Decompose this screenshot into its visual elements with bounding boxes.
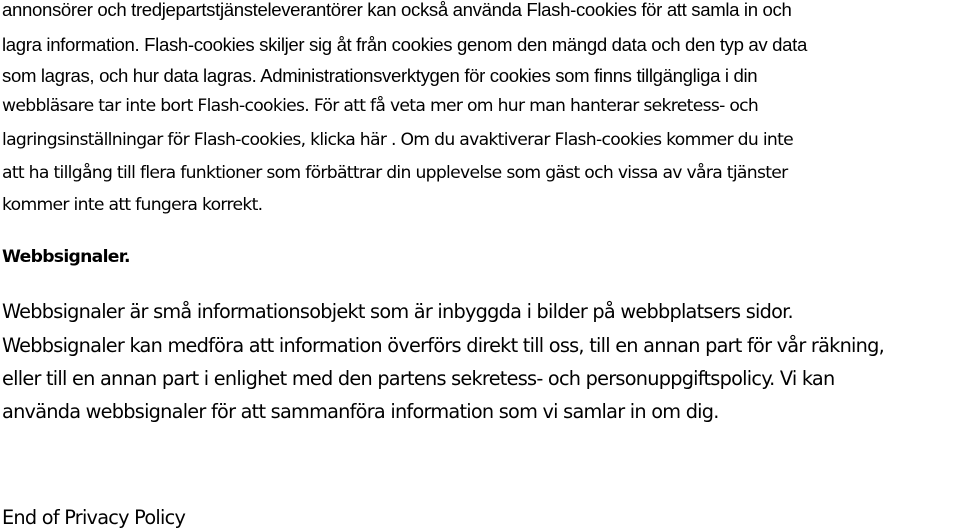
paragraph-line: webbläsare tar inte bort Flash-cookies. För att få veta mer om hur man hanterar sekretess- och [2,96,759,116]
paragraph-line: lagra information. Flash-cookies skiljer sig åt från cookies genom den mängd data och den typ av data [2,34,807,55]
paragraph-line: annonsörer och tredjepartstjänsteleverantörer kan också använda Flash-cookies för att samla in och [2,0,792,20]
footer-text: End of Privacy Policy [2,506,186,529]
section-heading: Webbsignaler. [2,247,130,267]
section-paragraph-line: Webbsignaler kan medföra att information överförs direkt till oss, till en annan part för vår räkning, [2,334,884,357]
paragraph-line: som lagras, och hur data lagras. Administrationsverktygen för cookies som finns tillgängliga i din [2,65,758,86]
section-paragraph-line: Webbsignaler är små informationsobjekt som är inbyggda i bilder på webbplatsers sidor. [2,300,793,323]
paragraph-line: att ha tillgång till flera funktioner som förbättrar din upplevelse som gäst och vissa av våra tjänster [2,163,788,183]
section-paragraph-line: använda webbsignaler för att sammanföra information som vi samlar in om dig. [2,400,719,423]
section-paragraph-line: eller till en annan part i enlighet med den partens sekretess- och personuppgiftspolicy. Vi kan [2,367,835,390]
paragraph-line: kommer inte att fungera korrekt. [2,195,263,215]
paragraph-line-with-link[interactable]: lagringsinställningar för Flash-cookies, klicka här . Om du avaktiverar Flash-cookies kommer du inte [2,130,794,150]
